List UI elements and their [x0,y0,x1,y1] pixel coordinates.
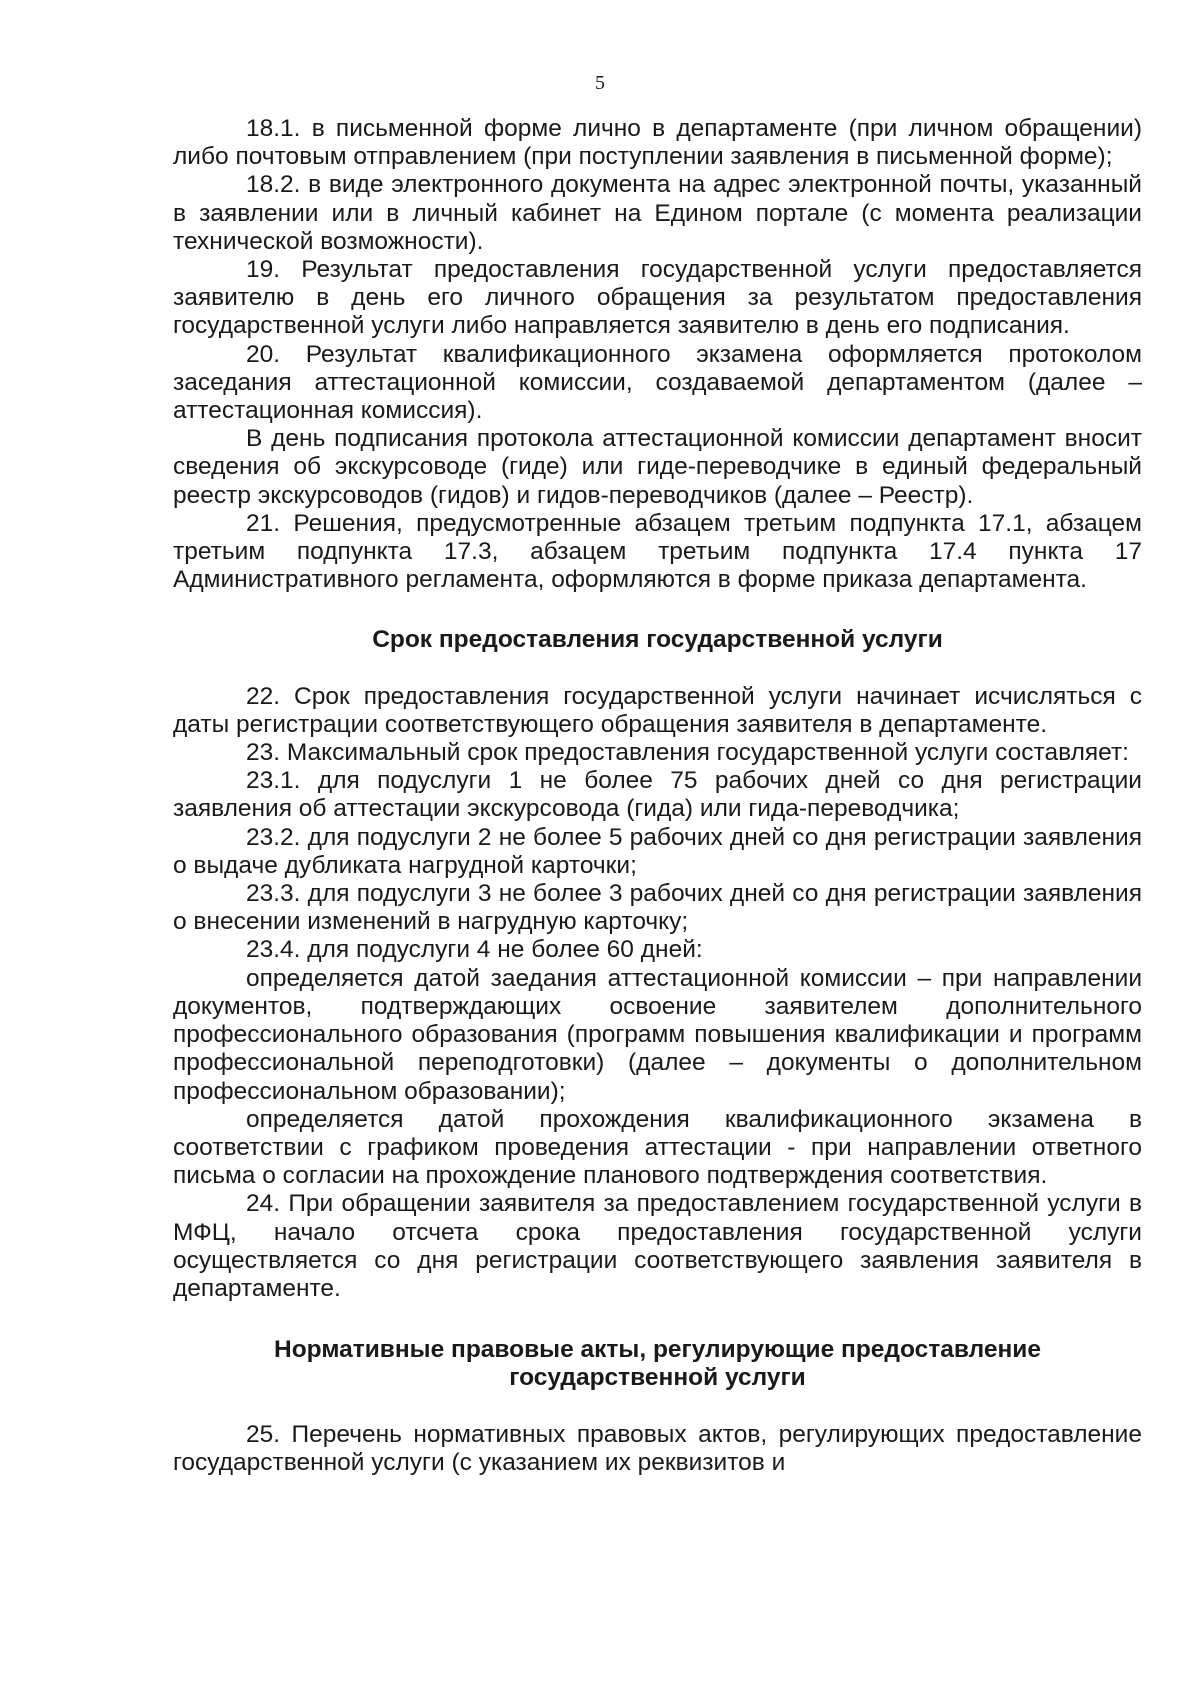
paragraph-23-3: 23.3. для подуслуги 3 не более 3 рабочих дней со дня регистрации заявления о внесении изменений в нагрудную карточку; [173,880,1142,936]
paragraph-18-2: 18.2. в виде электронного документа на адрес электронной почты, указанный в заявлении или в личный кабинет на Едином портале (с момента реализации технической возможности). [173,171,1142,255]
paragraph-23: 23. Максимальный срок предоставления государственной услуги составляет: [246,739,1129,767]
paragraph-23-4-b: определяется датой прохождения квалификационного экзамена в соответствии с графиком проведения аттестации - при направлении ответного письма о согласии на прохождение планового подтверждения соответствия. [173,1105,1142,1190]
paragraph-19: 19. Результат предоставления государственной услуги предоставляется заявителю в день его личного обращения за результатом предоставления государственной услуги либо направляется заявителю в день его подписания. [173,256,1142,340]
paragraph-21: 21. Решения, предусмотренные абзацем третьим подпункта 17.1, абзацем третьим подпункта 17.3, абзацем третьим подпункта 17.4 пункта 17 Административного регламента, оформляются в форме приказа департамента. [173,509,1142,594]
document-body [173,115,1142,1477]
paragraph-23-2: 23.2. для подуслуги 2 не более 5 рабочих дней со дня регистрации заявления о выдаче дубликата нагрудной карточки; [173,823,1142,879]
paragraph-20-registry: В день подписания протокола аттестационной комиссии департамент вносит сведения об экскурсоводе (гиде) или гиде-переводчике в единый федеральный реестр экскурсоводов (гидов) и гидов-переводчиков (далее – Реестр). [173,425,1142,509]
paragraph-23-1: 23.1. для подуслуги 1 не более 75 рабочих дней со дня регистрации заявления об аттестации экскурсовода (гида) или гида-переводчика; [173,767,1142,823]
section-heading-term: Срок предоставления государственной услуги [372,626,943,654]
paragraph-20: 20. Результат квалификационного экзамена оформляется протоколом заседания аттестационной комиссии, создаваемой департаментом (далее – аттестационная комиссия). [173,340,1142,425]
paragraph-18-1: 18.1. в письменной форме лично в департаменте (при личном обращении) либо почтовым отправлением (при поступлении заявления в письменной форме); [173,115,1142,171]
paragraph-23-4: 23.4. для подуслуги 4 не более 60 дней: [246,936,703,964]
paragraph-22: 22. Срок предоставления государственной услуги начинает исчисляться с даты регистрации соответствующего обращения заявителя в департаменте. [173,682,1142,738]
paragraph-24: 24. При обращении заявителя за предоставлением государственной услуги в МФЦ, начало отсчета срока предоставления государственной услуги осуществляется со дня регистрации соответствующего заявления заявителя в департаменте. [173,1190,1142,1302]
paragraph-25: 25. Перечень нормативных правовых актов, регулирующих предоставление государственной услуги (с указанием их реквизитов и [173,1420,1142,1476]
section-heading-legal-acts: Нормативные правовые акты, регулирующие предоставление государственной услуги [274,1336,1041,1392]
paragraph-23-4-a: определяется датой заедания аттестационной комиссии – при направлении документов, подтверждающих освоение заявителем дополнительного профессионального образования (программ повышения квалификации и программ профессиональной переподготовки) (далее – документы о дополнительном профессиональном образовании); [173,964,1142,1105]
page-number: 5 [595,72,605,94]
